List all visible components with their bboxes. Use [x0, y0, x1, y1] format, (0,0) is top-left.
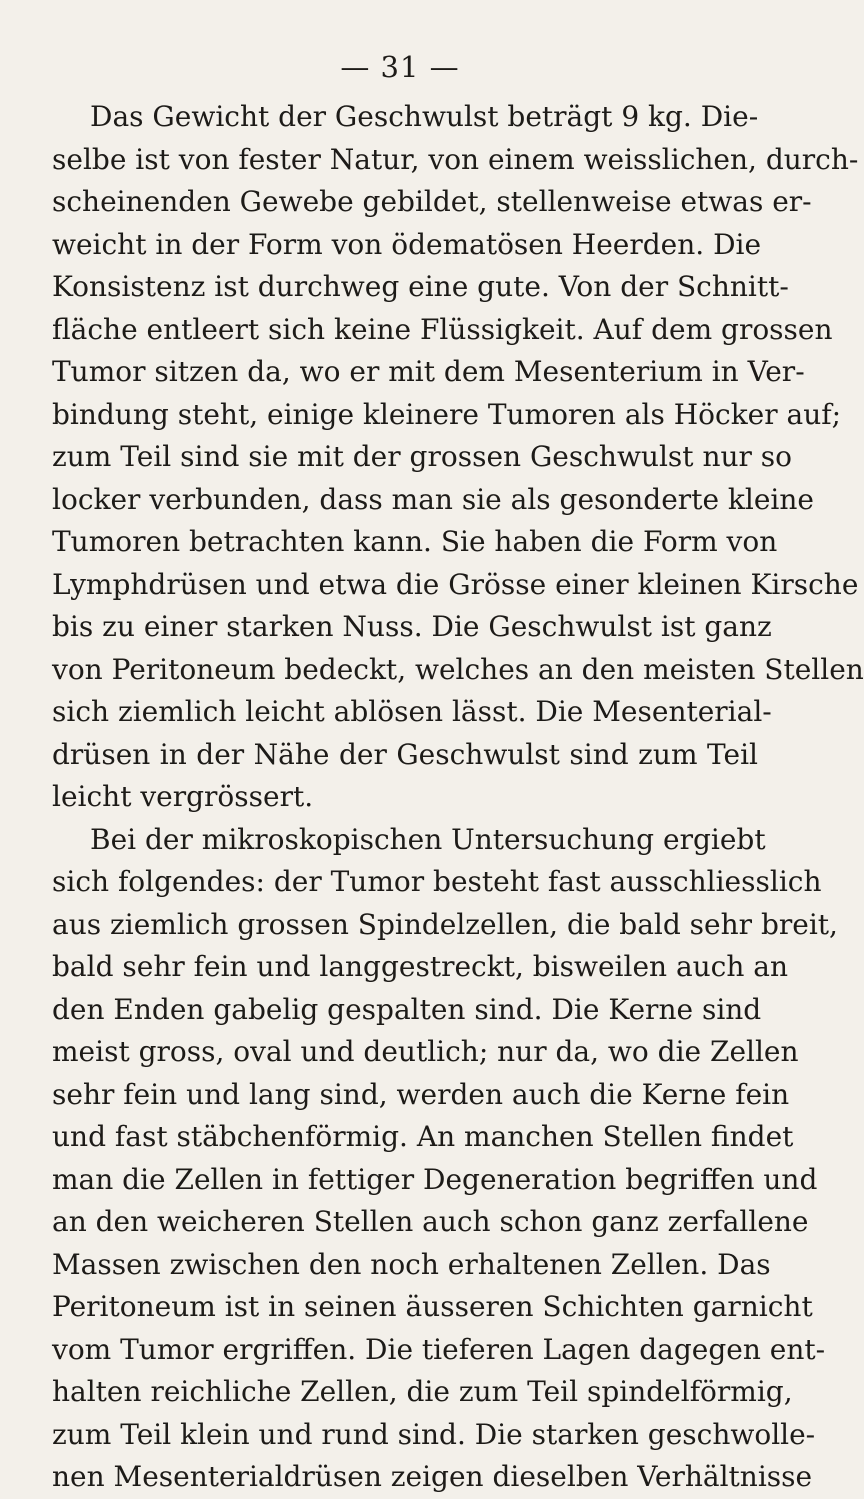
text-line: Lymphdrüsen und etwa die Grösse einer kleinen Kirsche	[52, 567, 859, 601]
text-line: Tumoren betrachten kann. Sie haben die Form von	[52, 525, 778, 558]
text-line: an den weicheren Stellen auch schon ganz zerfallene	[52, 1205, 809, 1238]
text-line: zum Teil sind sie mit der grossen Geschwulst nur so	[52, 440, 793, 473]
text-line: bis zu einer starken Nuss. Die Geschwulst ist ganz	[52, 610, 772, 643]
text-line: sich folgendes: der Tumor besteht fast ausschliesslich	[52, 865, 822, 898]
text-line: nen Mesenterialdrüsen zeigen dieselben Verhältnisse	[52, 1460, 813, 1493]
text-line: aus ziemlich grossen Spindelzellen, die bald sehr breit,	[52, 907, 838, 941]
text-line: selbe ist von fester Natur, von einem weisslichen, durch-	[52, 142, 859, 176]
text-line: leicht vergrössert.	[52, 780, 314, 813]
text-line: Konsistenz ist durchweg eine gute. Von der Schnitt-	[52, 270, 789, 303]
text-line: bindung steht, einige kleinere Tumoren als Höcker auf;	[52, 397, 842, 431]
text-line: Bei der mikroskopischen Untersuchung ergiebt	[90, 822, 766, 856]
text-line: Massen zwischen den noch erhaltenen Zellen. Das	[52, 1247, 771, 1281]
text-line: zum Teil klein und rund sind. Die starken geschwolle-	[52, 1417, 816, 1451]
text-line: drüsen in der Nähe der Geschwulst sind zum Teil	[52, 737, 758, 771]
text-line: Tumor sitzen da, wo er mit dem Mesenterium in Ver-	[52, 355, 805, 388]
text-line: sehr fein und lang sind, werden auch die Kerne fein	[52, 1077, 790, 1111]
text-line: den Enden gabelig gespalten sind. Die Kerne sind	[52, 992, 762, 1026]
text-line: und fast stäbchenförmig. An manchen Stellen findet	[52, 1120, 794, 1153]
text-line: von Peritoneum bedeckt, welches an den meisten Stellen	[52, 652, 864, 686]
text-line: meist gross, oval und deutlich; nur da, wo die Zellen	[52, 1035, 799, 1068]
text-line: fläche entleert sich keine Flüssigkeit. Auf dem grossen	[52, 312, 833, 346]
text-line: bald sehr fein und langgestreckt, bisweilen auch an	[52, 950, 789, 983]
body-text	[52, 96, 864, 1499]
text-line: scheinenden Gewebe gebildet, stellenweise etwas er-	[52, 185, 812, 218]
text-line: Peritoneum ist in seinen äusseren Schichten garnicht	[52, 1290, 813, 1323]
text-line: sich ziemlich leicht ablösen lässt. Die Mesenterial-	[52, 695, 772, 728]
text-line: halten reichliche Zellen, die zum Teil spindelförmig,	[52, 1375, 793, 1408]
text-line: Das Gewicht der Geschwulst beträgt 9 kg. Die-	[90, 100, 759, 133]
page-number: — 31 —	[340, 50, 460, 84]
text-line: weicht in der Form von ödematösen Heerden. Die	[52, 227, 762, 261]
text-line: man die Zellen in fettiger Degeneration begriffen und	[52, 1162, 818, 1196]
text-line: locker verbunden, dass man sie als gesonderte kleine	[52, 482, 814, 516]
text-line: vom Tumor ergriffen. Die tieferen Lagen dagegen ent-	[52, 1332, 826, 1366]
